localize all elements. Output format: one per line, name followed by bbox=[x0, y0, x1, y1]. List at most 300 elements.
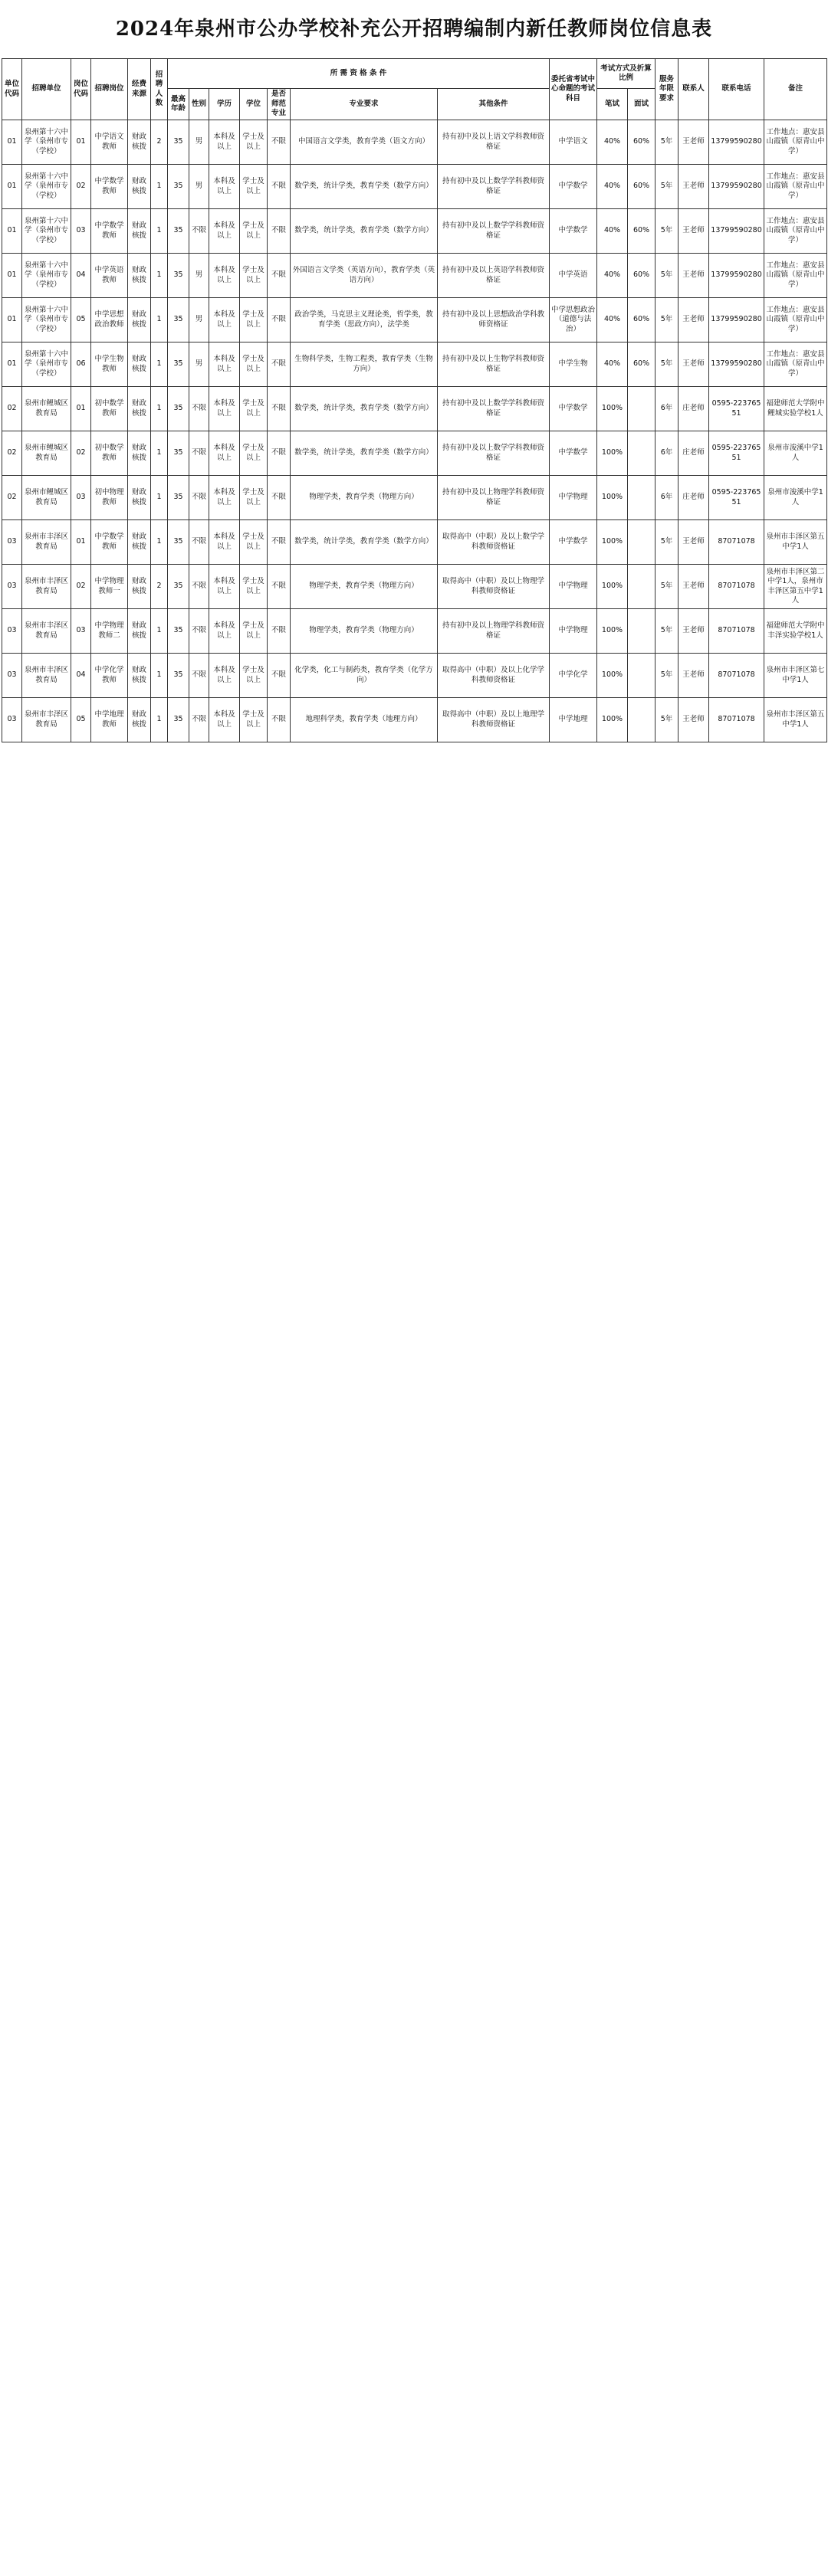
cell-service-years: 5年 bbox=[656, 520, 678, 565]
cell-unit: 泉州市鲤城区教育局 bbox=[22, 476, 71, 520]
cell-post: 中学数学教师 bbox=[91, 520, 128, 565]
cell-service-years: 5年 bbox=[656, 298, 678, 342]
cell-written-ratio: 100% bbox=[597, 387, 628, 431]
cell-exam-subject: 中学思想政治（道德与法治） bbox=[550, 298, 597, 342]
cell-post-code: 02 bbox=[71, 431, 91, 476]
cell-age: 35 bbox=[168, 254, 189, 298]
cell-count: 1 bbox=[151, 698, 168, 742]
cell-service-years: 5年 bbox=[656, 609, 678, 654]
cell-post-code: 03 bbox=[71, 609, 91, 654]
cell-normal-major: 不限 bbox=[268, 387, 291, 431]
cell-unit: 泉州市丰泽区教育局 bbox=[22, 698, 71, 742]
cell-age: 35 bbox=[168, 431, 189, 476]
cell-phone: 0595-22376551 bbox=[709, 476, 764, 520]
cell-gender: 不限 bbox=[189, 520, 209, 565]
cell-education: 本科及以上 bbox=[209, 565, 240, 609]
cell-education: 本科及以上 bbox=[209, 342, 240, 387]
cell-degree: 学士及以上 bbox=[240, 565, 268, 609]
cell-written-ratio: 100% bbox=[597, 476, 628, 520]
cell-gender: 男 bbox=[189, 120, 209, 165]
cell-degree: 学士及以上 bbox=[240, 165, 268, 209]
cell-post-code: 05 bbox=[71, 698, 91, 742]
cell-major: 生物科学类，生物工程类，教育学类（生物方向） bbox=[291, 342, 438, 387]
col-exam-subject: 委托省考试中心命题的考试科目 bbox=[550, 59, 597, 120]
col-remark: 备注 bbox=[764, 59, 827, 120]
cell-normal-major: 不限 bbox=[268, 342, 291, 387]
table-row bbox=[2, 654, 827, 698]
cell-written-ratio: 40% bbox=[597, 120, 628, 165]
cell-contact: 王老师 bbox=[678, 254, 709, 298]
cell-funding: 财政核拨 bbox=[128, 165, 151, 209]
col-other: 其他条件 bbox=[438, 89, 550, 120]
cell-degree: 学士及以上 bbox=[240, 342, 268, 387]
cell-written-ratio: 100% bbox=[597, 565, 628, 609]
cell-contact: 王老师 bbox=[678, 565, 709, 609]
cell-service-years: 5年 bbox=[656, 120, 678, 165]
post-info-table bbox=[2, 58, 827, 742]
cell-gender: 男 bbox=[189, 298, 209, 342]
cell-gender: 男 bbox=[189, 254, 209, 298]
cell-count: 1 bbox=[151, 476, 168, 520]
cell-interview-ratio bbox=[628, 565, 656, 609]
cell-other-conditions: 持有初中及以上英语学科教师资格证 bbox=[438, 254, 550, 298]
cell-interview-ratio bbox=[628, 698, 656, 742]
cell-interview-ratio: 60% bbox=[628, 165, 656, 209]
cell-service-years: 5年 bbox=[656, 654, 678, 698]
cell-degree: 学士及以上 bbox=[240, 254, 268, 298]
col-phone: 联系电话 bbox=[709, 59, 764, 120]
cell-unit-code: 03 bbox=[2, 698, 22, 742]
cell-contact: 庄老师 bbox=[678, 387, 709, 431]
cell-exam-subject: 中学英语 bbox=[550, 254, 597, 298]
cell-remark: 工作地点：惠安县山霞镇（原青山中学） bbox=[764, 165, 827, 209]
cell-funding: 财政核拨 bbox=[128, 387, 151, 431]
cell-phone: 13799590280 bbox=[709, 209, 764, 254]
cell-remark: 工作地点：惠安县山霞镇（原青山中学） bbox=[764, 342, 827, 387]
col-service-years: 服务年限要求 bbox=[656, 59, 678, 120]
cell-age: 35 bbox=[168, 387, 189, 431]
col-major: 专业要求 bbox=[291, 89, 438, 120]
cell-unit: 泉州市鲤城区教育局 bbox=[22, 387, 71, 431]
cell-other-conditions: 持有初中及以上数学学科教师资格证 bbox=[438, 165, 550, 209]
cell-unit-code: 01 bbox=[2, 165, 22, 209]
cell-remark: 泉州市丰泽区第五中学1人 bbox=[764, 698, 827, 742]
table-row bbox=[2, 698, 827, 742]
cell-exam-subject: 中学语文 bbox=[550, 120, 597, 165]
cell-other-conditions: 取得高中（中职）及以上地理学科教师资格证 bbox=[438, 698, 550, 742]
cell-education: 本科及以上 bbox=[209, 120, 240, 165]
cell-funding: 财政核拨 bbox=[128, 654, 151, 698]
col-degree: 学位 bbox=[240, 89, 268, 120]
cell-interview-ratio: 60% bbox=[628, 209, 656, 254]
cell-funding: 财政核拨 bbox=[128, 120, 151, 165]
cell-post-code: 02 bbox=[71, 565, 91, 609]
table-row bbox=[2, 565, 827, 609]
cell-count: 1 bbox=[151, 609, 168, 654]
cell-unit: 泉州市鲤城区教育局 bbox=[22, 431, 71, 476]
col-education: 学历 bbox=[209, 89, 240, 120]
cell-age: 35 bbox=[168, 209, 189, 254]
cell-education: 本科及以上 bbox=[209, 165, 240, 209]
cell-gender: 不限 bbox=[189, 698, 209, 742]
cell-normal-major: 不限 bbox=[268, 654, 291, 698]
cell-exam-subject: 中学物理 bbox=[550, 565, 597, 609]
cell-unit-code: 03 bbox=[2, 654, 22, 698]
cell-contact: 王老师 bbox=[678, 698, 709, 742]
table-row bbox=[2, 431, 827, 476]
cell-count: 1 bbox=[151, 254, 168, 298]
cell-remark: 工作地点：惠安县山霞镇（原青山中学） bbox=[764, 298, 827, 342]
cell-contact: 庄老师 bbox=[678, 476, 709, 520]
cell-count: 2 bbox=[151, 565, 168, 609]
col-post: 招聘岗位 bbox=[91, 59, 128, 120]
cell-post-code: 01 bbox=[71, 120, 91, 165]
cell-age: 35 bbox=[168, 298, 189, 342]
cell-contact: 王老师 bbox=[678, 520, 709, 565]
cell-other-conditions: 持有初中及以上物理学科教师资格证 bbox=[438, 476, 550, 520]
col-normal-major: 是否师范专业 bbox=[268, 89, 291, 120]
cell-major: 物理学类，教育学类（物理方向） bbox=[291, 609, 438, 654]
cell-phone: 13799590280 bbox=[709, 298, 764, 342]
col-post-code: 岗位代码 bbox=[71, 59, 91, 120]
cell-post-code: 01 bbox=[71, 387, 91, 431]
cell-other-conditions: 持有初中及以上物理学科教师资格证 bbox=[438, 609, 550, 654]
cell-interview-ratio bbox=[628, 520, 656, 565]
cell-major: 地理科学类，教育学类（地理方向） bbox=[291, 698, 438, 742]
cell-major: 数学类，统计学类，教育学类（数学方向） bbox=[291, 520, 438, 565]
cell-phone: 13799590280 bbox=[709, 120, 764, 165]
cell-interview-ratio: 60% bbox=[628, 254, 656, 298]
cell-gender: 不限 bbox=[189, 476, 209, 520]
col-contact: 联系人 bbox=[678, 59, 709, 120]
cell-unit-code: 01 bbox=[2, 342, 22, 387]
cell-major: 数学类，统计学类，教育学类（数学方向） bbox=[291, 431, 438, 476]
cell-phone: 87071078 bbox=[709, 520, 764, 565]
table-row bbox=[2, 254, 827, 298]
cell-unit: 泉州市丰泽区教育局 bbox=[22, 654, 71, 698]
cell-normal-major: 不限 bbox=[268, 209, 291, 254]
cell-gender: 不限 bbox=[189, 565, 209, 609]
cell-written-ratio: 40% bbox=[597, 342, 628, 387]
cell-funding: 财政核拨 bbox=[128, 609, 151, 654]
cell-funding: 财政核拨 bbox=[128, 431, 151, 476]
cell-education: 本科及以上 bbox=[209, 431, 240, 476]
cell-interview-ratio: 60% bbox=[628, 342, 656, 387]
cell-interview-ratio: 60% bbox=[628, 298, 656, 342]
cell-count: 1 bbox=[151, 431, 168, 476]
col-gender: 性别 bbox=[189, 89, 209, 120]
cell-post: 中学地理教师 bbox=[91, 698, 128, 742]
cell-interview-ratio bbox=[628, 654, 656, 698]
cell-age: 35 bbox=[168, 654, 189, 698]
cell-education: 本科及以上 bbox=[209, 654, 240, 698]
cell-exam-subject: 中学化学 bbox=[550, 654, 597, 698]
cell-degree: 学士及以上 bbox=[240, 698, 268, 742]
page-title: 2024年泉州市公办学校补充公开招聘编制内新任教师岗位信息表 bbox=[115, 18, 713, 41]
cell-remark: 工作地点：惠安县山霞镇（原青山中学） bbox=[764, 254, 827, 298]
cell-remark: 泉州市丰泽区第五中学1人 bbox=[764, 520, 827, 565]
cell-degree: 学士及以上 bbox=[240, 120, 268, 165]
cell-post: 中学数学教师 bbox=[91, 209, 128, 254]
cell-post: 中学数学教师 bbox=[91, 165, 128, 209]
cell-exam-subject: 中学数学 bbox=[550, 520, 597, 565]
cell-interview-ratio bbox=[628, 431, 656, 476]
cell-unit-code: 01 bbox=[2, 120, 22, 165]
cell-major: 政治学类，马克思主义理论类，哲学类，教育学类（思政方向），法学类 bbox=[291, 298, 438, 342]
cell-education: 本科及以上 bbox=[209, 520, 240, 565]
cell-education: 本科及以上 bbox=[209, 698, 240, 742]
table-row bbox=[2, 609, 827, 654]
cell-post-code: 04 bbox=[71, 654, 91, 698]
cell-unit-code: 03 bbox=[2, 565, 22, 609]
cell-age: 35 bbox=[168, 120, 189, 165]
cell-age: 35 bbox=[168, 565, 189, 609]
cell-count: 1 bbox=[151, 520, 168, 565]
cell-major: 中国语言文学类，教育学类（语文方向） bbox=[291, 120, 438, 165]
cell-remark: 福建师范大学附中鲤城实验学校1人 bbox=[764, 387, 827, 431]
cell-unit: 泉州第十六中学（泉州市专（学校） bbox=[22, 254, 71, 298]
cell-funding: 财政核拨 bbox=[128, 254, 151, 298]
cell-phone: 13799590280 bbox=[709, 254, 764, 298]
cell-unit-code: 02 bbox=[2, 431, 22, 476]
cell-post: 初中物理教师 bbox=[91, 476, 128, 520]
col-unit: 招聘单位 bbox=[22, 59, 71, 120]
cell-gender: 男 bbox=[189, 165, 209, 209]
cell-service-years: 5年 bbox=[656, 165, 678, 209]
cell-gender: 不限 bbox=[189, 431, 209, 476]
cell-phone: 87071078 bbox=[709, 654, 764, 698]
cell-post: 中学语文教师 bbox=[91, 120, 128, 165]
col-group-qualifications: 所 需 资 格 条 件 bbox=[168, 59, 550, 89]
cell-exam-subject: 中学地理 bbox=[550, 698, 597, 742]
cell-funding: 财政核拨 bbox=[128, 476, 151, 520]
cell-gender: 不限 bbox=[189, 609, 209, 654]
cell-service-years: 6年 bbox=[656, 387, 678, 431]
cell-service-years: 5年 bbox=[656, 698, 678, 742]
cell-gender: 不限 bbox=[189, 654, 209, 698]
cell-funding: 财政核拨 bbox=[128, 698, 151, 742]
cell-major: 外国语言文学类（英语方向），教育学类（英语方向） bbox=[291, 254, 438, 298]
cell-age: 35 bbox=[168, 476, 189, 520]
cell-written-ratio: 100% bbox=[597, 654, 628, 698]
cell-written-ratio: 40% bbox=[597, 209, 628, 254]
cell-education: 本科及以上 bbox=[209, 209, 240, 254]
cell-unit-code: 01 bbox=[2, 209, 22, 254]
cell-interview-ratio bbox=[628, 387, 656, 431]
cell-normal-major: 不限 bbox=[268, 298, 291, 342]
cell-funding: 财政核拨 bbox=[128, 298, 151, 342]
cell-major: 物理学类，教育学类（物理方向） bbox=[291, 476, 438, 520]
cell-contact: 王老师 bbox=[678, 165, 709, 209]
cell-post: 中学英语教师 bbox=[91, 254, 128, 298]
cell-post: 初中数学教师 bbox=[91, 431, 128, 476]
cell-written-ratio: 100% bbox=[597, 431, 628, 476]
cell-other-conditions: 持有初中及以上语文学科教师资格证 bbox=[438, 120, 550, 165]
cell-other-conditions: 持有初中及以上生物学科教师资格证 bbox=[438, 342, 550, 387]
cell-unit: 泉州第十六中学（泉州市专（学校） bbox=[22, 342, 71, 387]
cell-post-code: 04 bbox=[71, 254, 91, 298]
cell-degree: 学士及以上 bbox=[240, 209, 268, 254]
cell-unit: 泉州市丰泽区教育局 bbox=[22, 565, 71, 609]
cell-unit: 泉州市丰泽区教育局 bbox=[22, 520, 71, 565]
cell-degree: 学士及以上 bbox=[240, 298, 268, 342]
cell-post: 中学物理教师二 bbox=[91, 609, 128, 654]
cell-major: 数学类，统计学类，教育学类（数学方向） bbox=[291, 209, 438, 254]
cell-post-code: 03 bbox=[71, 476, 91, 520]
cell-contact: 王老师 bbox=[678, 120, 709, 165]
cell-phone: 87071078 bbox=[709, 698, 764, 742]
cell-contact: 王老师 bbox=[678, 609, 709, 654]
cell-exam-subject: 中学数学 bbox=[550, 165, 597, 209]
cell-post-code: 01 bbox=[71, 520, 91, 565]
cell-contact: 庄老师 bbox=[678, 431, 709, 476]
cell-contact: 王老师 bbox=[678, 342, 709, 387]
cell-phone: 13799590280 bbox=[709, 342, 764, 387]
cell-exam-subject: 中学物理 bbox=[550, 609, 597, 654]
cell-degree: 学士及以上 bbox=[240, 609, 268, 654]
cell-interview-ratio bbox=[628, 476, 656, 520]
cell-unit: 泉州第十六中学（泉州市专（学校） bbox=[22, 209, 71, 254]
cell-service-years: 5年 bbox=[656, 342, 678, 387]
cell-phone: 13799590280 bbox=[709, 165, 764, 209]
cell-degree: 学士及以上 bbox=[240, 431, 268, 476]
cell-other-conditions: 取得高中（中职）及以上数学学科教师资格证 bbox=[438, 520, 550, 565]
table-row bbox=[2, 298, 827, 342]
cell-written-ratio: 100% bbox=[597, 609, 628, 654]
cell-unit: 泉州市丰泽区教育局 bbox=[22, 609, 71, 654]
cell-funding: 财政核拨 bbox=[128, 565, 151, 609]
cell-remark: 泉州市丰泽区第二中学1人，泉州市丰泽区第五中学1人 bbox=[764, 565, 827, 609]
cell-post: 中学物理教师一 bbox=[91, 565, 128, 609]
cell-count: 1 bbox=[151, 342, 168, 387]
cell-other-conditions: 持有初中及以上数学学科教师资格证 bbox=[438, 387, 550, 431]
cell-service-years: 5年 bbox=[656, 565, 678, 609]
cell-age: 35 bbox=[168, 342, 189, 387]
cell-contact: 王老师 bbox=[678, 209, 709, 254]
cell-unit-code: 03 bbox=[2, 609, 22, 654]
cell-written-ratio: 40% bbox=[597, 165, 628, 209]
cell-normal-major: 不限 bbox=[268, 165, 291, 209]
cell-normal-major: 不限 bbox=[268, 120, 291, 165]
cell-gender: 不限 bbox=[189, 209, 209, 254]
cell-funding: 财政核拨 bbox=[128, 520, 151, 565]
cell-written-ratio: 40% bbox=[597, 254, 628, 298]
cell-exam-subject: 中学数学 bbox=[550, 387, 597, 431]
cell-post-code: 05 bbox=[71, 298, 91, 342]
cell-major: 数学类，统计学类，教育学类（数学方向） bbox=[291, 387, 438, 431]
cell-degree: 学士及以上 bbox=[240, 520, 268, 565]
cell-gender: 不限 bbox=[189, 387, 209, 431]
cell-normal-major: 不限 bbox=[268, 476, 291, 520]
cell-normal-major: 不限 bbox=[268, 698, 291, 742]
cell-education: 本科及以上 bbox=[209, 387, 240, 431]
cell-remark: 工作地点：惠安县山霞镇（原青山中学） bbox=[764, 120, 827, 165]
table-row bbox=[2, 209, 827, 254]
cell-written-ratio: 100% bbox=[597, 698, 628, 742]
cell-major: 数学类，统计学类，教育学类（数学方向） bbox=[291, 165, 438, 209]
cell-count: 1 bbox=[151, 654, 168, 698]
cell-phone: 87071078 bbox=[709, 565, 764, 609]
cell-major: 化学类，化工与制药类，教育学类（化学方向） bbox=[291, 654, 438, 698]
cell-other-conditions: 持有初中及以上数学学科教师资格证 bbox=[438, 431, 550, 476]
cell-unit-code: 02 bbox=[2, 387, 22, 431]
table-row bbox=[2, 387, 827, 431]
cell-gender: 男 bbox=[189, 342, 209, 387]
cell-contact: 王老师 bbox=[678, 654, 709, 698]
cell-exam-subject: 中学物理 bbox=[550, 476, 597, 520]
cell-education: 本科及以上 bbox=[209, 298, 240, 342]
cell-other-conditions: 持有初中及以上数学学科教师资格证 bbox=[438, 209, 550, 254]
cell-remark: 泉州市丰泽区第七中学1人 bbox=[764, 654, 827, 698]
cell-funding: 财政核拨 bbox=[128, 209, 151, 254]
col-group-exam-ratio: 考试方式及折算比例 bbox=[597, 59, 656, 89]
table-row bbox=[2, 476, 827, 520]
col-written: 笔试 bbox=[597, 89, 628, 120]
cell-interview-ratio bbox=[628, 609, 656, 654]
col-count: 招聘人数 bbox=[151, 59, 168, 120]
table-body bbox=[2, 120, 827, 742]
table-row bbox=[2, 165, 827, 209]
cell-normal-major: 不限 bbox=[268, 609, 291, 654]
cell-age: 35 bbox=[168, 609, 189, 654]
cell-age: 35 bbox=[168, 698, 189, 742]
cell-post: 中学生物教师 bbox=[91, 342, 128, 387]
cell-unit: 泉州第十六中学（泉州市专（学校） bbox=[22, 165, 71, 209]
cell-remark: 福建师范大学附中丰泽实验学校1人 bbox=[764, 609, 827, 654]
cell-count: 1 bbox=[151, 209, 168, 254]
cell-phone: 87071078 bbox=[709, 609, 764, 654]
col-funding: 经费来源 bbox=[128, 59, 151, 120]
cell-unit-code: 03 bbox=[2, 520, 22, 565]
cell-normal-major: 不限 bbox=[268, 431, 291, 476]
cell-post-code: 06 bbox=[71, 342, 91, 387]
cell-written-ratio: 100% bbox=[597, 520, 628, 565]
cell-unit: 泉州第十六中学（泉州市专（学校） bbox=[22, 298, 71, 342]
cell-funding: 财政核拨 bbox=[128, 342, 151, 387]
cell-age: 35 bbox=[168, 520, 189, 565]
cell-count: 2 bbox=[151, 120, 168, 165]
cell-service-years: 5年 bbox=[656, 209, 678, 254]
cell-phone: 0595-22376551 bbox=[709, 431, 764, 476]
cell-degree: 学士及以上 bbox=[240, 387, 268, 431]
cell-normal-major: 不限 bbox=[268, 565, 291, 609]
cell-degree: 学士及以上 bbox=[240, 476, 268, 520]
cell-post: 初中数学教师 bbox=[91, 387, 128, 431]
cell-remark: 泉州市浚溪中学1人 bbox=[764, 431, 827, 476]
cell-written-ratio: 40% bbox=[597, 298, 628, 342]
table-row bbox=[2, 342, 827, 387]
cell-unit: 泉州第十六中学（泉州市专（学校） bbox=[22, 120, 71, 165]
cell-education: 本科及以上 bbox=[209, 254, 240, 298]
cell-remark: 工作地点：惠安县山霞镇（原青山中学） bbox=[764, 209, 827, 254]
cell-age: 35 bbox=[168, 165, 189, 209]
header-row-1 bbox=[2, 59, 827, 89]
cell-other-conditions: 取得高中（中职）及以上物理学科教师资格证 bbox=[438, 565, 550, 609]
cell-interview-ratio: 60% bbox=[628, 120, 656, 165]
cell-exam-subject: 中学数学 bbox=[550, 431, 597, 476]
cell-unit-code: 02 bbox=[2, 476, 22, 520]
cell-count: 1 bbox=[151, 387, 168, 431]
cell-post: 中学化学教师 bbox=[91, 654, 128, 698]
cell-count: 1 bbox=[151, 165, 168, 209]
cell-other-conditions: 取得高中（中职）及以上化学学科教师资格证 bbox=[438, 654, 550, 698]
table-row bbox=[2, 520, 827, 565]
cell-count: 1 bbox=[151, 298, 168, 342]
cell-remark: 泉州市浚溪中学1人 bbox=[764, 476, 827, 520]
cell-unit-code: 01 bbox=[2, 254, 22, 298]
col-age: 最高年龄 bbox=[168, 89, 189, 120]
cell-post: 中学思想政治教师 bbox=[91, 298, 128, 342]
